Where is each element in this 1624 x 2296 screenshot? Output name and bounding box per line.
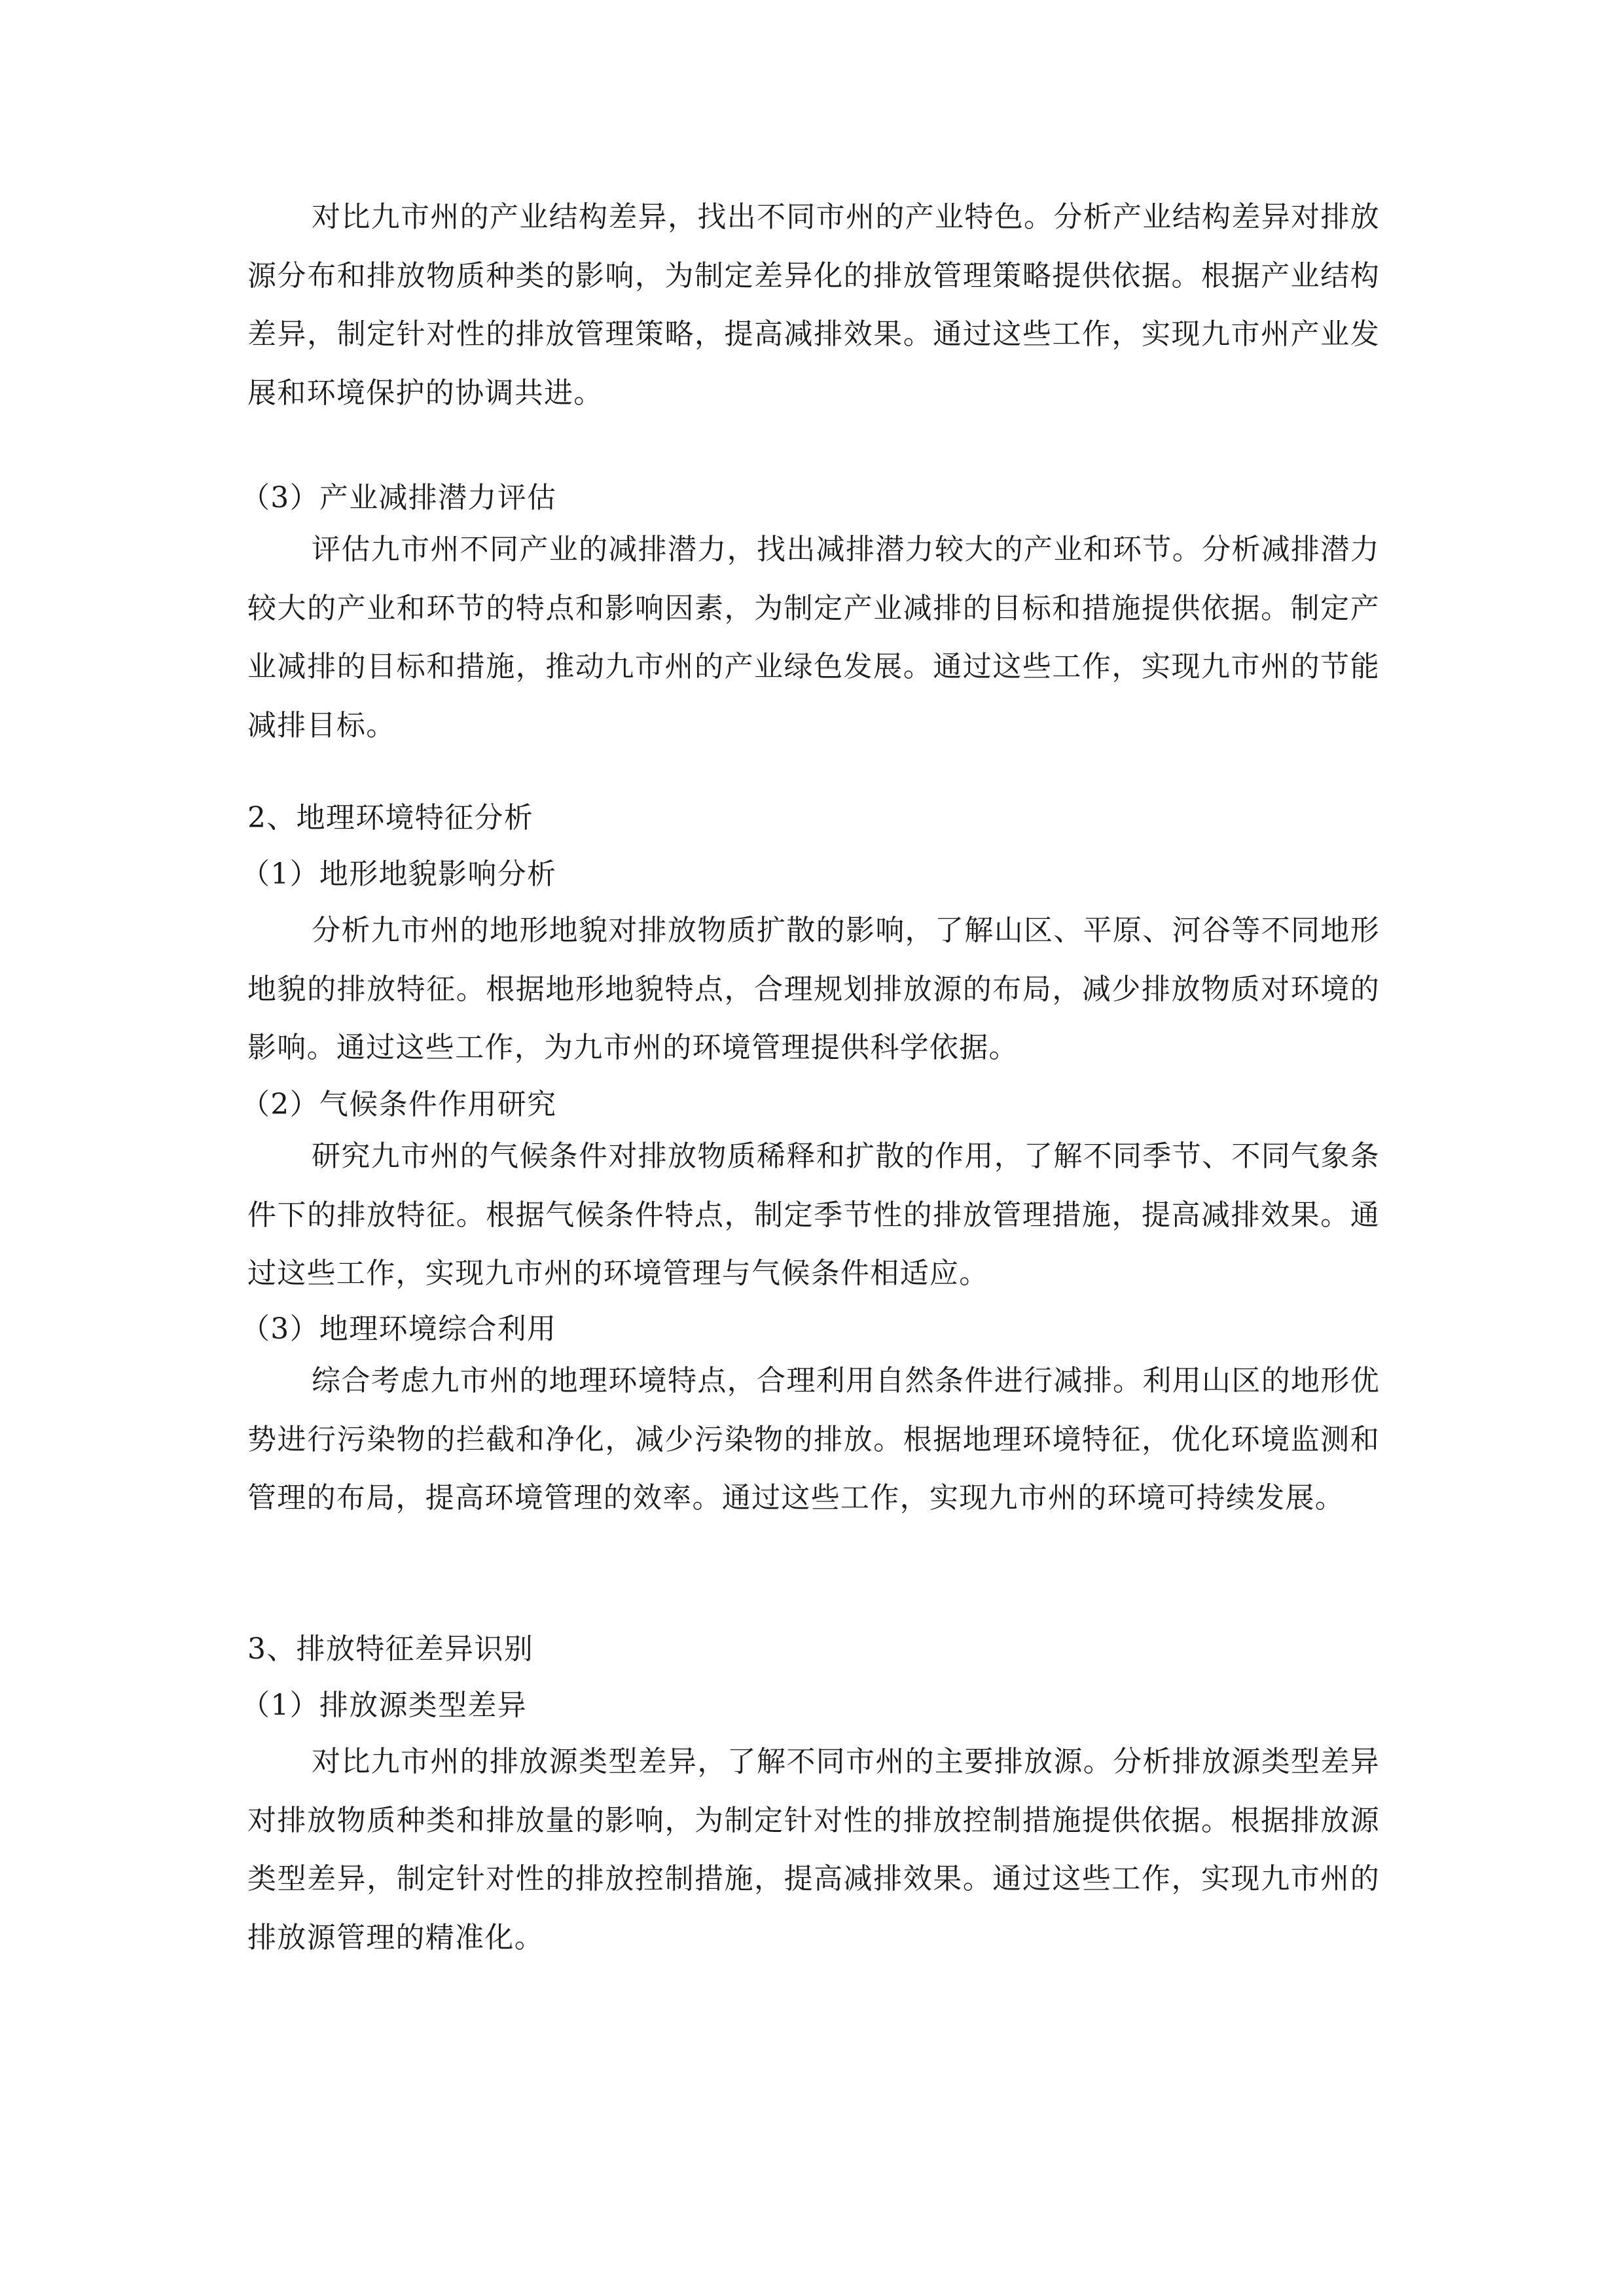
heading-climate-conditions: （2）气候条件作用研究 [241,1088,557,1121]
paragraph-geographic-utilization: 综合考虑九市州的地理环境特点，合理利用自然条件进行减排。利用山区的地形优势进行污染物的拦截和净化，减少污染物的排放。根据地理环境特征，优化环境监测和管理的布局，提高环境管理的效率。通过这些工作，实现九市州的环境可持续发展。 [247,1364,1380,1515]
heading-emission-source-types: （1）排放源类型差异 [241,1689,527,1722]
paragraph-reduction-potential: 评估九市州不同产业的减排潜力，找出减排潜力较大的产业和环节。分析减排潜力较大的产业和环节的特点和影响因素，为制定产业减排的目标和措施提供依据。制定产业减排的目标和措施，推动九市州的产业绿色发展。通过这些工作，实现九市州的节能减排目标。 [247,533,1380,742]
paragraph-emission-sources: 对比九市州的排放源类型差异，了解不同市州的主要排放源。分析排放源类型差异对排放物质种类和排放量的影响，为制定针对性的排放控制措施提供依据。根据排放源类型差异，制定针对性的排放控制措施，提高减排效果。通过这些工作，实现九市州的排放源管理的精准化。 [247,1745,1380,1954]
heading-emission-differences: 3、排放特征差异识别 [247,1632,533,1666]
heading-geographic-utilization: （3）地理环境综合利用 [241,1312,557,1346]
heading-industry-reduction-potential: （3）产业减排潜力评估 [241,481,557,514]
paragraph-industrial-structure: 对比九市州的产业结构差异，找出不同市州的产业特色。分析产业结构差异对排放源分布和排放物质种类的影响，为制定差异化的排放管理策略提供依据。根据产业结构差异，制定针对性的排放管理策略，提高减排效果。通过这些工作，实现九市州产业发展和环境保护的协调共进。 [247,200,1380,410]
paragraph-terrain: 分析九市州的地形地貌对排放物质扩散的影响，了解山区、平原、河谷等不同地形地貌的排放特征。根据地形地貌特点，合理规划排放源的布局，减少排放物质对环境的影响。通过这些工作，为九市州的环境管理提供科学依据。 [247,914,1380,1064]
heading-geographic-environment: 2、地理环境特征分析 [247,801,533,834]
paragraph-climate: 研究九市州的气候条件对排放物质稀释和扩散的作用，了解不同季节、不同气象条件下的排放特征。根据气候条件特点，制定季节性的排放管理措施，提高减排效果。通过这些工作，实现九市州的环境管理与气候条件相适应。 [247,1139,1380,1290]
heading-terrain-influence: （1）地形地貌影响分析 [241,857,557,891]
